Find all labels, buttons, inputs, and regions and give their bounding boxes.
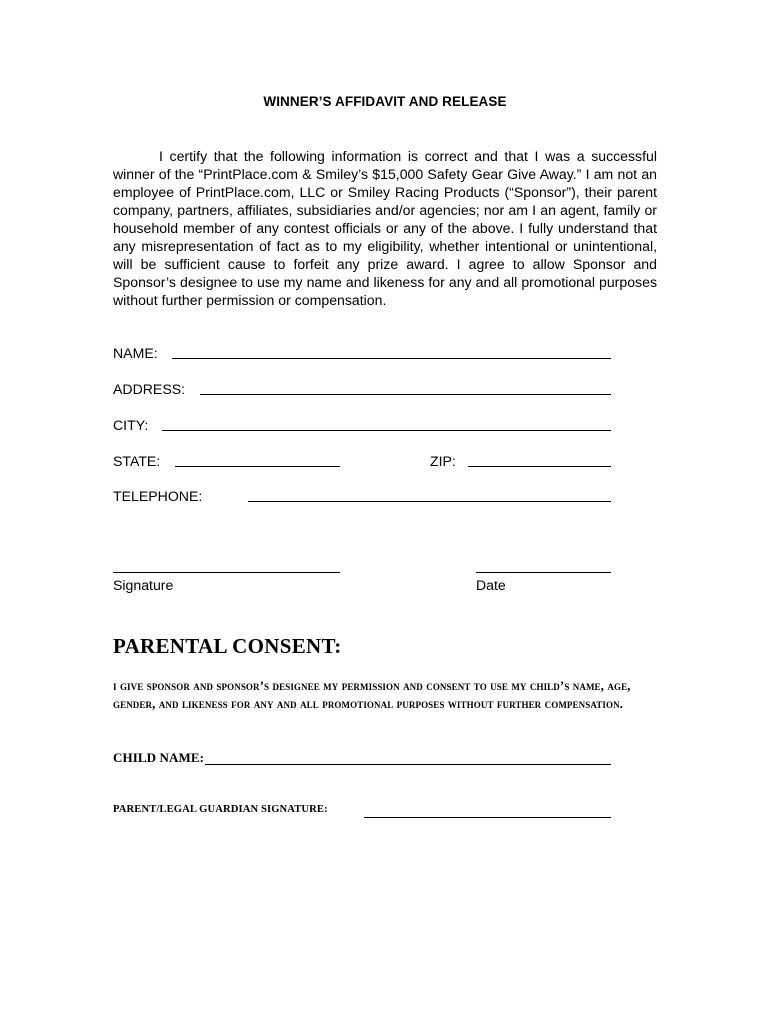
guardian-signature-line[interactable] (364, 817, 611, 818)
zip-label: ZIP: (430, 453, 456, 469)
city-label: CITY: (113, 417, 149, 433)
certification-paragraph: I certify that the following information is correct and that I was a successful winner of the “PrintPlace.com & Smiley’s $15,000 Safety Gear Give Away.” I am not an employee of PrintPlace.com, LLC or Smiley Racing Products (“Sponsor”), their parent company, partners, affiliates, subsidiaries and/or agencies; nor am I an agent, family or household member of any contest officials or any of the above. I fully understand that any misrepresentation of fact as to my eligibility, whether intentional or unintentional, will be sufficient cause to forfeit any prize award. I agree to allow Sponsor and Sponsor’s designee to use my name and likeness for any and all promotional purposes without further permission or compensation. (113, 148, 657, 308)
signature-line[interactable] (113, 572, 340, 573)
document-title: WINNER’S AFFIDAVIT AND RELEASE (263, 94, 507, 109)
zip-line[interactable] (468, 466, 611, 467)
state-line[interactable] (175, 466, 340, 467)
name-line[interactable] (172, 358, 611, 359)
telephone-line[interactable] (248, 501, 611, 502)
state-label: STATE: (113, 453, 161, 469)
address-label: ADDRESS: (113, 381, 186, 397)
date-line[interactable] (476, 572, 611, 573)
city-line[interactable] (162, 430, 611, 431)
guardian-signature-label-text: PARENT/LEGAL GUARDIAN SIGNATURE: (113, 804, 328, 815)
parental-consent-statement: i give sponsor and sponsor’s designee my permission and consent to use my child’s name, age, gender, and likeness for any and all promotional purposes without further compensation. (113, 678, 631, 711)
child-name-line[interactable] (205, 764, 611, 765)
parental-consent-heading (113, 632, 342, 663)
child-name-label (113, 750, 204, 766)
parental-consent-heading-text: PARENTAL CONSENT: (113, 634, 342, 658)
telephone-label: TELEPHONE: (113, 488, 203, 504)
child-name-label-text: CHILD NAME: (113, 750, 205, 765)
signature-label: Signature (113, 577, 174, 593)
address-line[interactable] (200, 394, 611, 395)
guardian-signature-label (113, 804, 328, 815)
name-label: NAME: (113, 345, 158, 361)
date-label: Date (476, 577, 506, 593)
